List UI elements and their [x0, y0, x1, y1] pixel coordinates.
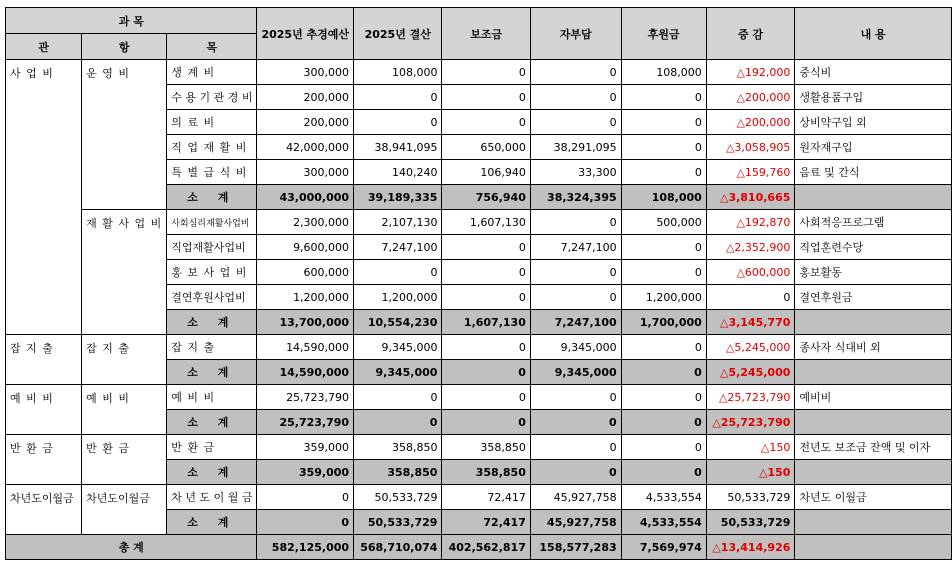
- hang-yebi: 예 비 비: [82, 385, 167, 435]
- settlement-cell: 38,941,095: [354, 135, 442, 160]
- gwan-banhwan: 반 환 금: [6, 435, 82, 485]
- table-row: [6, 335, 952, 360]
- mok-cell: 수 용 기 관 경 비: [167, 85, 257, 110]
- settlement-cell: 140,240: [354, 160, 442, 185]
- self-pay-cell: 0: [530, 435, 621, 460]
- settlement-cell: 50,533,729: [354, 485, 442, 510]
- subsidy-cell: 0: [442, 360, 530, 385]
- settlement-cell: 0: [354, 385, 442, 410]
- budget-cell: 359,000: [257, 435, 354, 460]
- content-cell: [795, 185, 952, 210]
- budget-cell: 14,590,000: [257, 360, 354, 385]
- settlement-cell: 7,247,100: [354, 235, 442, 260]
- content-cell: [795, 410, 952, 435]
- settlement-cell: 568,710,074: [354, 535, 442, 560]
- diff-cell: △3,810,665: [706, 185, 795, 210]
- hang-japji: 잡 지 출: [82, 335, 167, 385]
- diff-cell: △150: [706, 435, 795, 460]
- budget-cell: 2,300,000: [257, 210, 354, 235]
- gwan-icheol: 차년도이월금: [6, 485, 82, 535]
- header-gwan: 관: [6, 34, 82, 60]
- subsidy-cell: 0: [442, 235, 530, 260]
- donation-cell: 0: [621, 335, 706, 360]
- hang-jaehwal: 재 활 사 업 비: [82, 210, 167, 335]
- self-pay-cell: 45,927,758: [530, 510, 621, 535]
- header-donation: 후원금: [621, 8, 706, 60]
- diff-cell: △200,000: [706, 85, 795, 110]
- content-cell: [795, 535, 952, 560]
- diff-cell: △13,414,926: [706, 535, 795, 560]
- subtotal-label: 소 계: [167, 310, 257, 335]
- content-cell: [795, 310, 952, 335]
- subsidy-cell: 106,940: [442, 160, 530, 185]
- self-pay-cell: 0: [530, 60, 621, 85]
- self-pay-cell: 38,324,395: [530, 185, 621, 210]
- budget-cell: 359,000: [257, 460, 354, 485]
- subsidy-cell: 1,607,130: [442, 210, 530, 235]
- settlement-cell: 9,345,000: [354, 360, 442, 385]
- grand-total-label: 총 계: [6, 535, 257, 560]
- self-pay-cell: 0: [530, 110, 621, 135]
- donation-cell: 1,200,000: [621, 285, 706, 310]
- donation-cell: 0: [621, 410, 706, 435]
- diff-cell: △5,245,000: [706, 360, 795, 385]
- content-cell: 예비비: [795, 385, 952, 410]
- mok-cell: 홍 보 사 업 비: [167, 260, 257, 285]
- donation-cell: 0: [621, 235, 706, 260]
- budget-cell: 582,125,000: [257, 535, 354, 560]
- self-pay-cell: 0: [530, 85, 621, 110]
- hang-icheol: 차년도이월금: [82, 485, 167, 535]
- diff-cell: △150: [706, 460, 795, 485]
- content-cell: 결연후원금: [795, 285, 952, 310]
- donation-cell: 108,000: [621, 60, 706, 85]
- self-pay-cell: 38,291,095: [530, 135, 621, 160]
- table-row: [6, 485, 952, 510]
- grand-total-row: [6, 535, 952, 560]
- subsidy-cell: 0: [442, 335, 530, 360]
- donation-cell: 1,700,000: [621, 310, 706, 335]
- subsidy-cell: 0: [442, 285, 530, 310]
- subsidy-cell: 0: [442, 85, 530, 110]
- subtotal-label: 소 계: [167, 510, 257, 535]
- self-pay-cell: 9,345,000: [530, 335, 621, 360]
- table-row: [6, 435, 952, 460]
- subtotal-label: 소 계: [167, 460, 257, 485]
- header-mok: 목: [167, 34, 257, 60]
- self-pay-cell: 7,247,100: [530, 235, 621, 260]
- mok-cell: 잡 지 출: [167, 335, 257, 360]
- settlement-cell: 9,345,000: [354, 335, 442, 360]
- budget-cell: 14,590,000: [257, 335, 354, 360]
- hang-unyeong: 운 영 비: [82, 60, 167, 210]
- settlement-cell: 358,850: [354, 460, 442, 485]
- self-pay-cell: 0: [530, 410, 621, 435]
- gwan-saeop: 사 업 비: [6, 60, 82, 335]
- header-diff: 증 감: [706, 8, 795, 60]
- diff-cell: 0: [706, 285, 795, 310]
- header-settlement: 2025년 결산: [354, 8, 442, 60]
- content-cell: 전년도 보조금 잔액 및 이자: [795, 435, 952, 460]
- header-self-pay: 자부담: [530, 8, 621, 60]
- self-pay-cell: 0: [530, 460, 621, 485]
- budget-cell: 25,723,790: [257, 385, 354, 410]
- settlement-cell: 2,107,130: [354, 210, 442, 235]
- header-subsidy: 보조금: [442, 8, 530, 60]
- hang-banhwan: 반 환 금: [82, 435, 167, 485]
- content-cell: 생활용품구입: [795, 85, 952, 110]
- diff-cell: △25,723,790: [706, 385, 795, 410]
- settlement-cell: 39,189,335: [354, 185, 442, 210]
- self-pay-cell: 45,927,758: [530, 485, 621, 510]
- donation-cell: 0: [621, 385, 706, 410]
- mok-cell: 예 비 비: [167, 385, 257, 410]
- budget-cell: 42,000,000: [257, 135, 354, 160]
- self-pay-cell: 0: [530, 260, 621, 285]
- diff-cell: △200,000: [706, 110, 795, 135]
- donation-cell: 0: [621, 110, 706, 135]
- donation-cell: 500,000: [621, 210, 706, 235]
- gwan-japji: 잡 지 출: [6, 335, 82, 385]
- budget-cell: 25,723,790: [257, 410, 354, 435]
- budget-cell: 13,700,000: [257, 310, 354, 335]
- content-cell: 원자재구입: [795, 135, 952, 160]
- self-pay-cell: 0: [530, 385, 621, 410]
- budget-cell: 9,600,000: [257, 235, 354, 260]
- subsidy-cell: 0: [442, 410, 530, 435]
- subsidy-cell: 72,417: [442, 510, 530, 535]
- settlement-cell: 10,554,230: [354, 310, 442, 335]
- content-cell: 사회적응프로그램: [795, 210, 952, 235]
- header-hang: 항: [82, 34, 167, 60]
- budget-cell: 1,200,000: [257, 285, 354, 310]
- content-cell: 종사자 식대비 외: [795, 335, 952, 360]
- donation-cell: 4,533,554: [621, 485, 706, 510]
- donation-cell: 0: [621, 460, 706, 485]
- content-cell: [795, 510, 952, 535]
- mok-cell: 특 별 급 식 비: [167, 160, 257, 185]
- diff-cell: △192,870: [706, 210, 795, 235]
- header-budget: 2025년 추경예산: [257, 8, 354, 60]
- diff-cell: 50,533,729: [706, 485, 795, 510]
- gwan-yebi: 예 비 비: [6, 385, 82, 435]
- subtotal-label: 소 계: [167, 360, 257, 385]
- table-row: [6, 385, 952, 410]
- content-cell: 상비약구입 외: [795, 110, 952, 135]
- budget-cell: 43,000,000: [257, 185, 354, 210]
- table-row: [6, 210, 952, 235]
- subsidy-cell: 72,417: [442, 485, 530, 510]
- budget-cell: 0: [257, 485, 354, 510]
- donation-cell: 4,533,554: [621, 510, 706, 535]
- donation-cell: 0: [621, 135, 706, 160]
- content-cell: 중식비: [795, 60, 952, 85]
- content-cell: 직업훈련수당: [795, 235, 952, 260]
- content-cell: [795, 360, 952, 385]
- self-pay-cell: 7,247,100: [530, 310, 621, 335]
- subsidy-cell: 0: [442, 60, 530, 85]
- settlement-cell: 0: [354, 85, 442, 110]
- mok-cell: 직업재활사업비: [167, 235, 257, 260]
- settlement-cell: 50,533,729: [354, 510, 442, 535]
- subsidy-cell: 402,562,817: [442, 535, 530, 560]
- diff-cell: △600,000: [706, 260, 795, 285]
- diff-cell: △3,145,770: [706, 310, 795, 335]
- settlement-cell: 1,200,000: [354, 285, 442, 310]
- header-gwamok: 과 목: [6, 8, 257, 34]
- subtotal-label: 소 계: [167, 185, 257, 210]
- mok-cell: 차 년 도 이 월 금: [167, 485, 257, 510]
- donation-cell: 0: [621, 160, 706, 185]
- diff-cell: △3,058,905: [706, 135, 795, 160]
- budget-cell: 300,000: [257, 160, 354, 185]
- mok-cell: 결연후원사업비: [167, 285, 257, 310]
- table-row: [6, 60, 952, 85]
- self-pay-cell: 158,577,283: [530, 535, 621, 560]
- settlement-cell: 358,850: [354, 435, 442, 460]
- donation-cell: 0: [621, 360, 706, 385]
- subsidy-cell: 358,850: [442, 460, 530, 485]
- settlement-cell: 0: [354, 260, 442, 285]
- subtotal-label: 소 계: [167, 410, 257, 435]
- budget-cell: 200,000: [257, 85, 354, 110]
- mok-cell: 의 료 비: [167, 110, 257, 135]
- header-content: 내 용: [795, 8, 952, 60]
- settlement-cell: 0: [354, 410, 442, 435]
- self-pay-cell: 9,345,000: [530, 360, 621, 385]
- budget-cell: 300,000: [257, 60, 354, 85]
- content-cell: 음료 및 간식: [795, 160, 952, 185]
- donation-cell: 0: [621, 85, 706, 110]
- diff-cell: △5,245,000: [706, 335, 795, 360]
- content-cell: 홍보활동: [795, 260, 952, 285]
- donation-cell: 0: [621, 260, 706, 285]
- mok-cell: 반 환 금: [167, 435, 257, 460]
- mok-cell: 사회심리재활사업비: [167, 210, 257, 235]
- self-pay-cell: 33,300: [530, 160, 621, 185]
- donation-cell: 108,000: [621, 185, 706, 210]
- diff-cell: △25,723,790: [706, 410, 795, 435]
- diff-cell: 50,533,729: [706, 510, 795, 535]
- subsidy-cell: 0: [442, 110, 530, 135]
- donation-cell: 7,569,974: [621, 535, 706, 560]
- subsidy-cell: 650,000: [442, 135, 530, 160]
- settlement-cell: 0: [354, 110, 442, 135]
- settlement-cell: 108,000: [354, 60, 442, 85]
- subsidy-cell: 0: [442, 385, 530, 410]
- subsidy-cell: 1,607,130: [442, 310, 530, 335]
- mok-cell: 생 계 비: [167, 60, 257, 85]
- self-pay-cell: 0: [530, 210, 621, 235]
- self-pay-cell: 0: [530, 285, 621, 310]
- expenditure-table: [5, 7, 952, 560]
- budget-cell: 600,000: [257, 260, 354, 285]
- subsidy-cell: 358,850: [442, 435, 530, 460]
- diff-cell: △159,760: [706, 160, 795, 185]
- budget-cell: 0: [257, 510, 354, 535]
- diff-cell: △192,000: [706, 60, 795, 85]
- content-cell: [795, 460, 952, 485]
- content-cell: 차년도 이월금: [795, 485, 952, 510]
- subsidy-cell: 0: [442, 260, 530, 285]
- diff-cell: △2,352,900: [706, 235, 795, 260]
- donation-cell: 0: [621, 435, 706, 460]
- budget-cell: 200,000: [257, 110, 354, 135]
- subsidy-cell: 756,940: [442, 185, 530, 210]
- mok-cell: 직 업 재 활 비: [167, 135, 257, 160]
